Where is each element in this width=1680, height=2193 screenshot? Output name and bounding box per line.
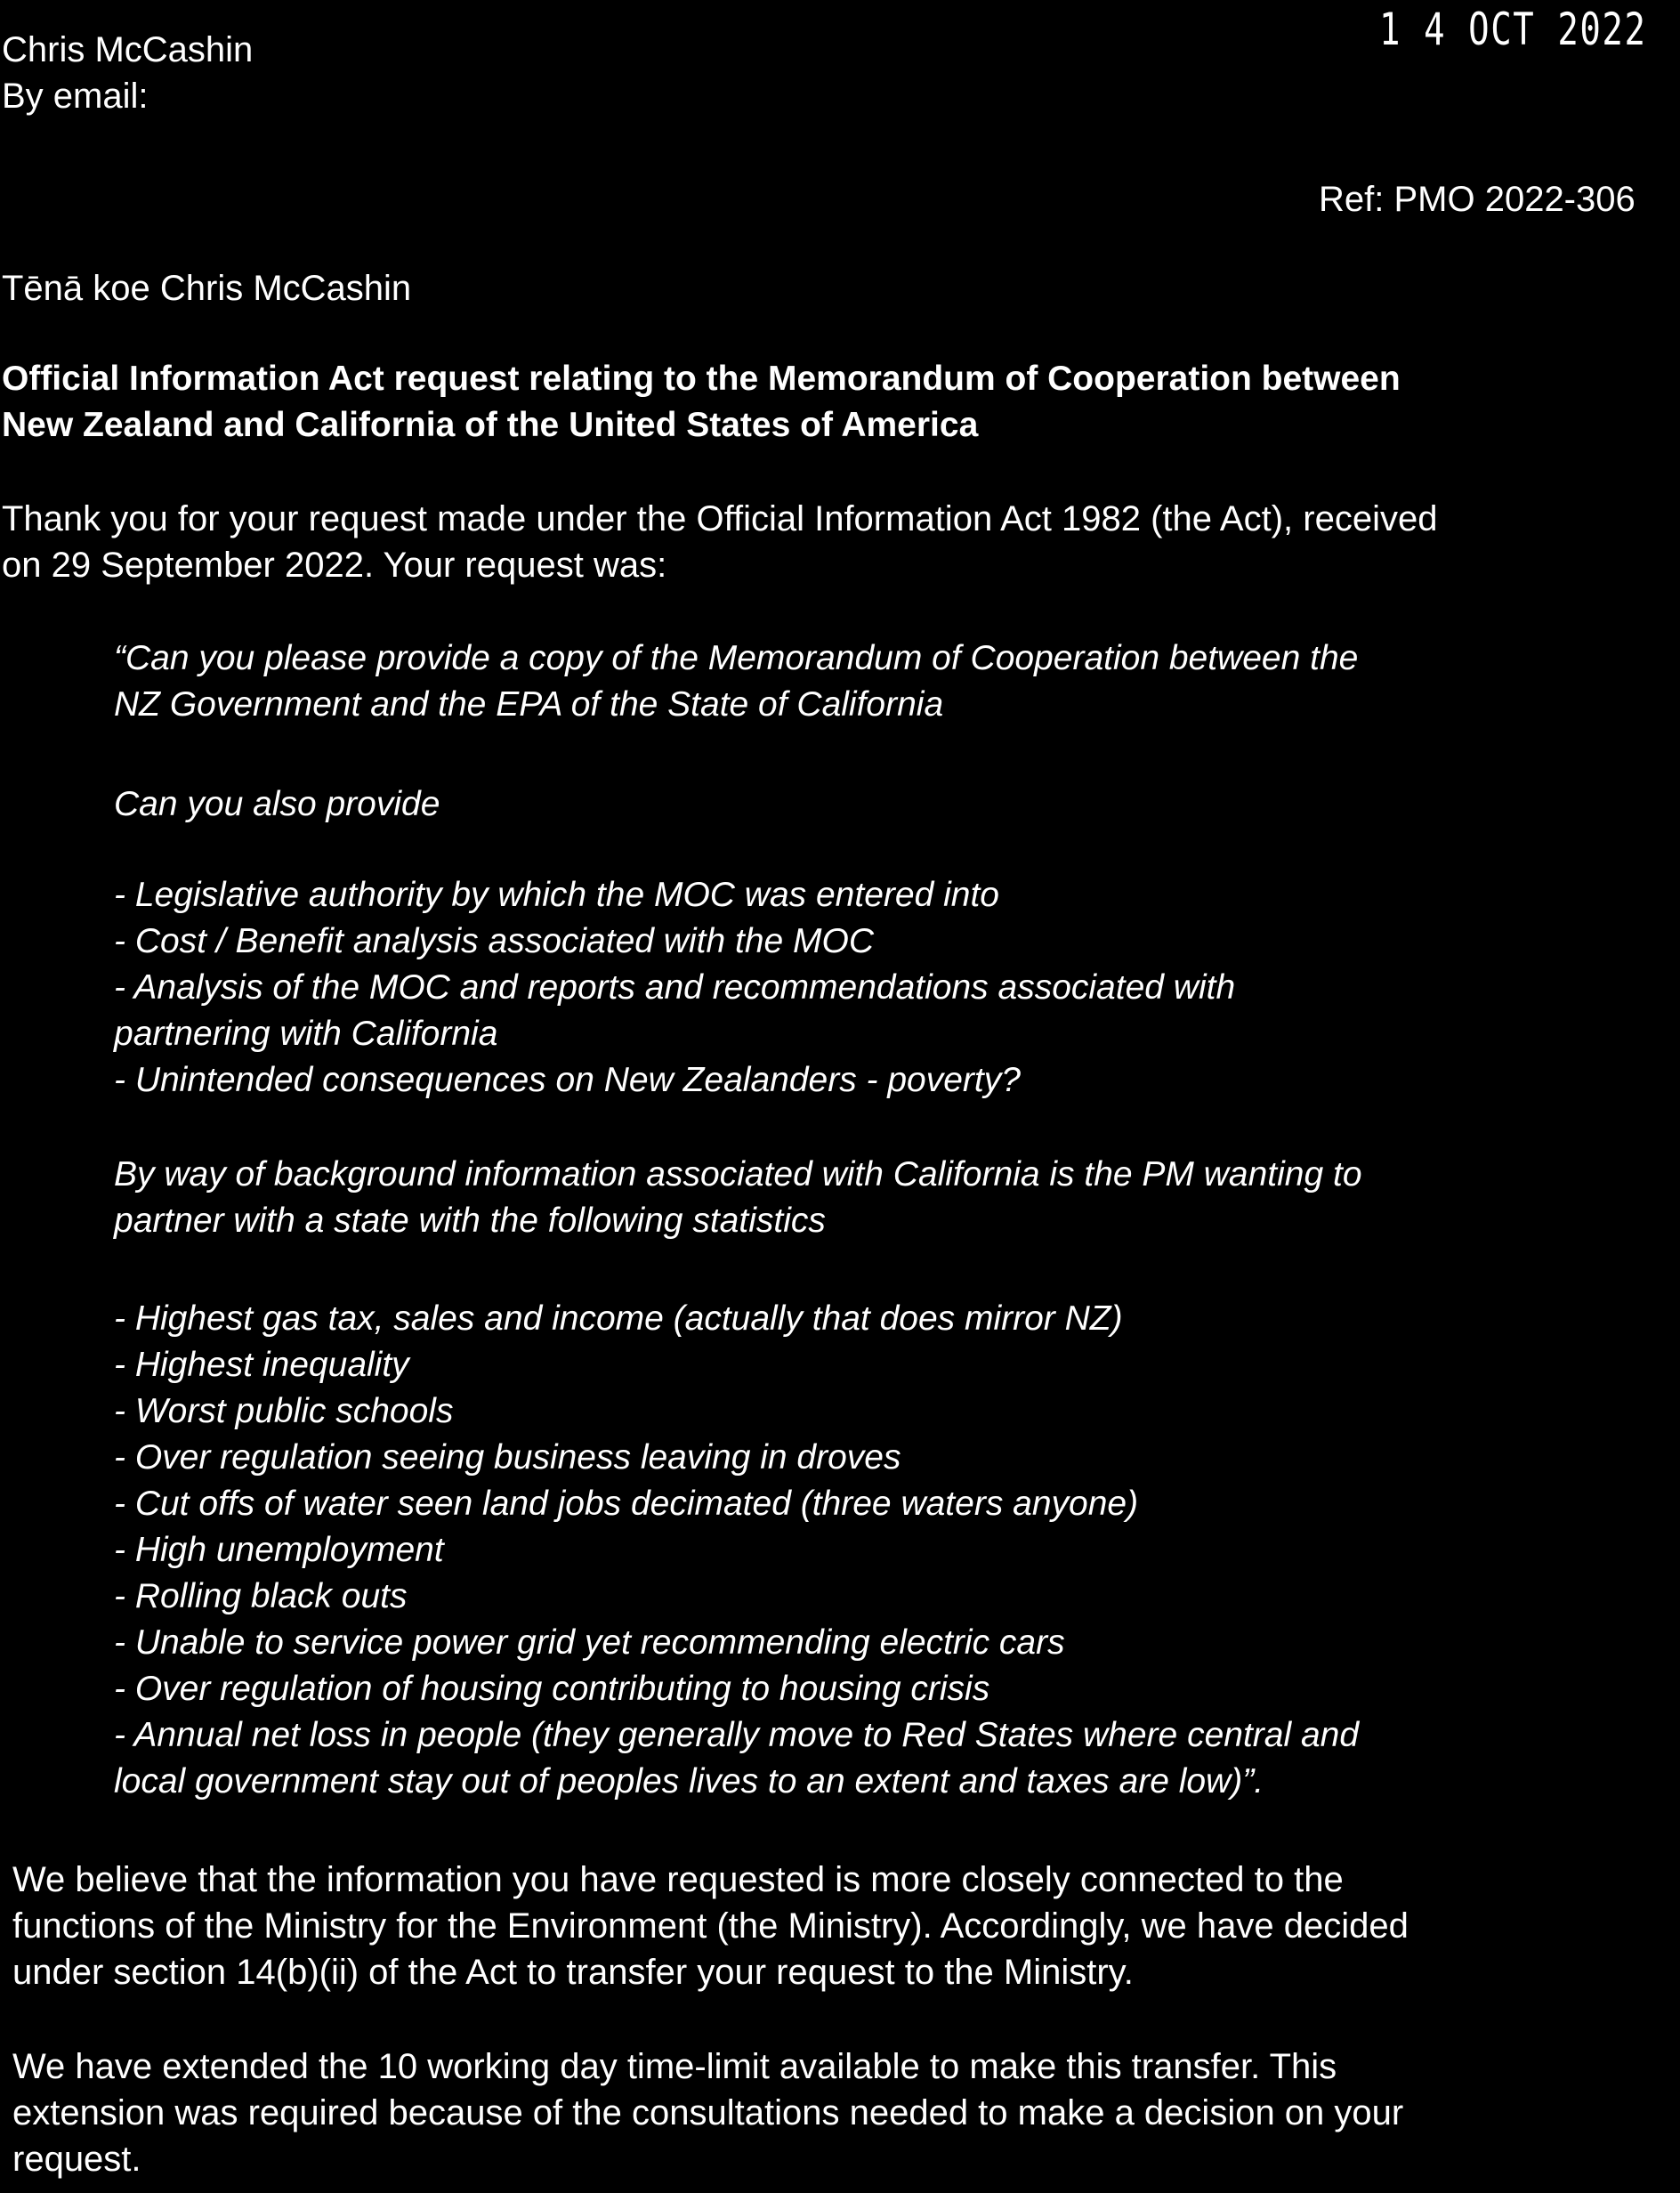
statistics-list xyxy=(114,1296,1359,1805)
quote-line: NZ Government and the EPA of the State of California xyxy=(114,685,944,724)
transfer-paragraph xyxy=(12,1857,1409,1995)
paragraph-line: under section 14(b)(ii) of the Act to transfer your request to the Ministry. xyxy=(12,1953,1134,1992)
subject-heading xyxy=(2,356,1401,449)
recipient-name: Chris McCashin xyxy=(2,30,254,69)
date-stamp: 1 4 OCT 2022 xyxy=(1379,4,1647,55)
intro-paragraph xyxy=(2,496,1437,588)
quote-line: partner with a state with the following statistics xyxy=(114,1202,826,1240)
quote-opening xyxy=(114,635,1358,728)
subject-line: New Zealand and California of the United States of America xyxy=(2,406,979,444)
paragraph-line: We believe that the information you have requested is more closely connected to the xyxy=(12,1860,1344,1899)
paragraph-line: extension was required because of the consultations needed to make a decision on your xyxy=(12,2093,1404,2132)
quote-line: By way of background information associated with California is the PM wanting to xyxy=(114,1155,1362,1194)
recipient-contact: By email: xyxy=(2,77,149,116)
list-item: - Rolling black outs xyxy=(114,1577,408,1615)
list-item: - Cut offs of water seen land jobs decimated (three waters anyone) xyxy=(114,1485,1139,1523)
list-item: - High unemployment xyxy=(114,1531,444,1569)
list-item: - Unintended consequences on New Zealanders - poverty? xyxy=(114,1061,1021,1099)
list-item: - Highest inequality xyxy=(114,1346,409,1384)
subject-line: Official Information Act request relating to the Memorandum of Cooperation between xyxy=(2,360,1401,398)
paragraph-line: functions of the Ministry for the Environment (the Ministry). Accordingly, we have decided xyxy=(12,1906,1409,1946)
intro-line: on 29 September 2022. Your request was: xyxy=(2,546,667,585)
extension-paragraph xyxy=(12,2043,1403,2182)
quote-items-list xyxy=(114,872,1235,1104)
list-item: - Annual net loss in people (they generally move to Red States where central and xyxy=(114,1716,1360,1754)
intro-line: Thank you for your request made under the Official Information Act 1982 (the Act), received xyxy=(2,499,1438,538)
list-item: local government stay out of peoples lives to an extent and taxes are low)”. xyxy=(114,1762,1264,1801)
salutation: Tēnā koe Chris McCashin xyxy=(2,269,412,308)
quote-also-provide: Can you also provide xyxy=(114,785,440,823)
quote-line: “Can you please provide a copy of the Memorandum of Cooperation between the xyxy=(114,639,1359,677)
list-item: partnering with California xyxy=(114,1015,498,1053)
paragraph-line: request. xyxy=(12,2140,141,2179)
list-item: - Worst public schools xyxy=(114,1392,454,1430)
list-item: - Over regulation of housing contributing to housing crisis xyxy=(114,1670,990,1708)
paragraph-line: We have extended the 10 working day time-limit available to make this transfer. This xyxy=(12,2047,1337,2086)
list-item: - Over regulation seeing business leaving in droves xyxy=(114,1438,901,1477)
list-item: - Analysis of the MOC and reports and recommendations associated with xyxy=(114,968,1236,1007)
list-item: - Highest gas tax, sales and income (actually that does mirror NZ) xyxy=(114,1299,1123,1338)
list-item: - Cost / Benefit analysis associated with the MOC xyxy=(114,922,875,960)
quote-background xyxy=(114,1152,1362,1244)
reference-number: Ref: PMO 2022-306 xyxy=(1319,180,1636,219)
list-item: - Legislative authority by which the MOC was entered into xyxy=(114,876,999,914)
list-item: - Unable to service power grid yet recommending electric cars xyxy=(114,1623,1065,1662)
